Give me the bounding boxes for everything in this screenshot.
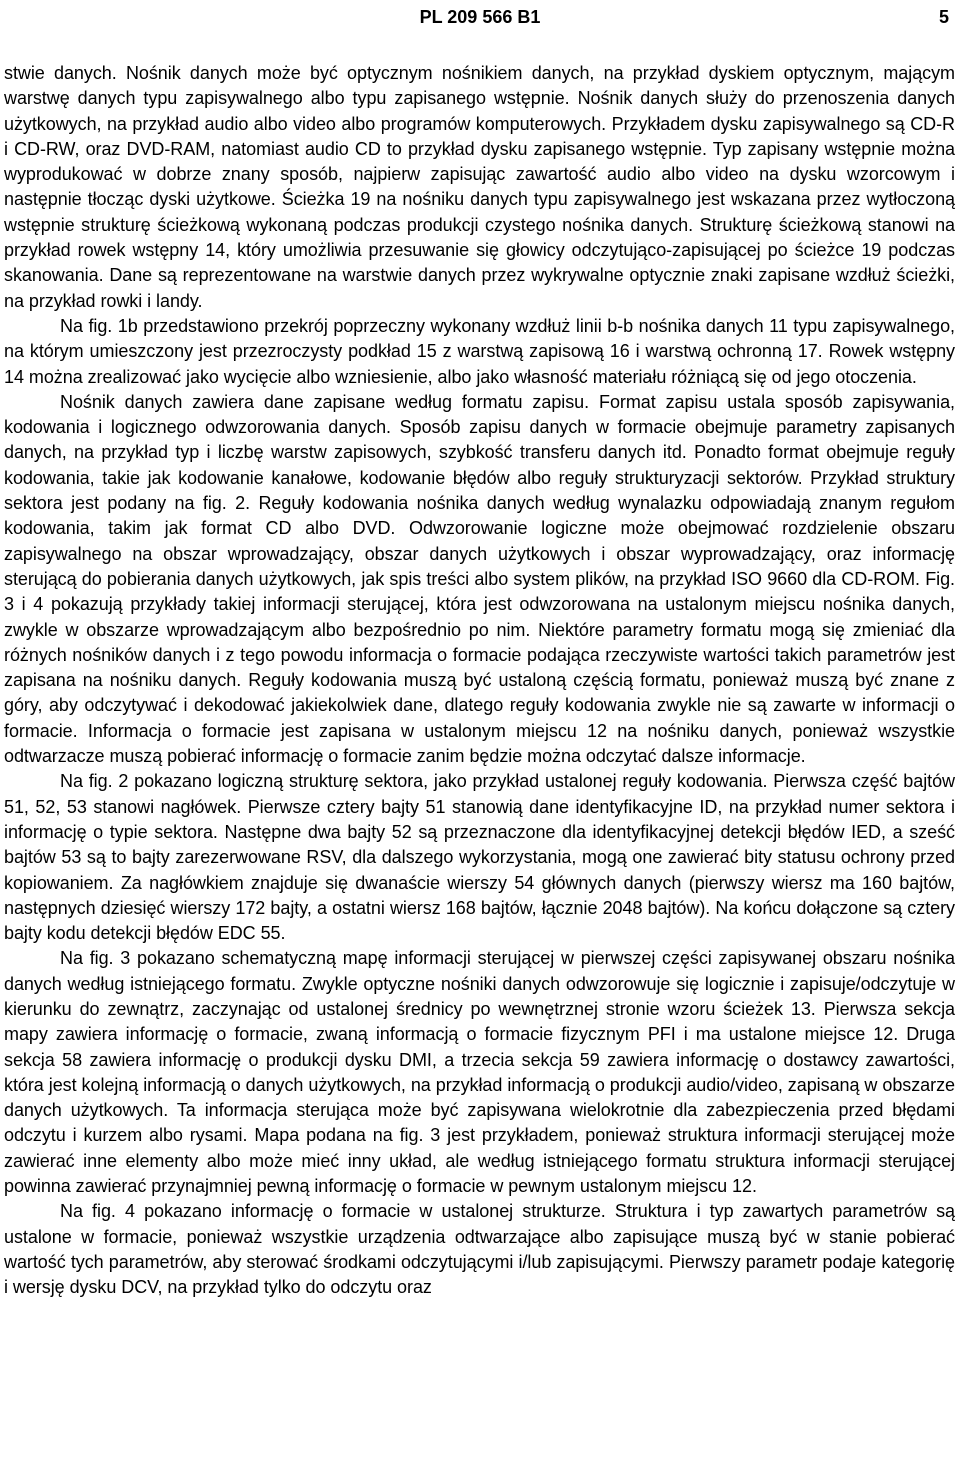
document-body	[4, 61, 955, 1301]
paragraph: Na fig. 1b przedstawiono przekrój poprzeczny wykonany wzdłuż linii b-b nośnika danych 11 typu zapisywalnego, na którym umieszczony jest przezroczysty podkład 15 z warstwą zapisową 16 i warstwą ochronną 17. Rowek wstępny 14 można zrealizować jako wycięcie albo wzniesienie, albo jako własność materiału różniącą się od jego otoczenia.	[4, 315, 955, 387]
paragraph: Na fig. 2 pokazano logiczną strukturę sektora, jako przykład ustalonej reguły kodowania. Pierwsza część bajtów 51, 52, 53 stanowi nagłówek. Pierwsze cztery bajty 51 stanowią dane identyfikacyjne ID, na przykład numer sektora i informację o typie sektora. Następne dwa bajty 52 są przeznaczone dla identyfikacyjnej detekcji błędów IED, a sześć bajtów 53 są to bajty zarezerwowane RSV, dla dalszego wykorzystania, mogą one zawierać bity statusu ochrony przed kopiowaniem. Za nagłówkiem znajduje się dwanaście wierszy 54 głównych danych (pierwszy wiersz ma 160 bajtów, następnych dziesięć wierszy 172 bajty, a ostatni wiersz 168 bajtów, łącznie 2048 bajtów). Na końcu dołączone są cztery bajty kodu detekcji błędów EDC 55.	[4, 771, 955, 944]
paragraph: Nośnik danych zawiera dane zapisane według formatu zapisu. Format zapisu ustala sposób zapisywania, kodowania i logicznego odwzorowania danych. Sposób zapisu danych w formacie obejmuje parametry zapisanych danych, na przykład typ i liczbę warstw zapisowych, szybkość transferu danych itd. Ponadto format obejmuje reguły kodowania, takie jak kodowanie kanałowe, kodowanie błędów albo reguły strukturyzacji sektorów. Przykład struktury sektora jest podany na fig. 2. Reguły kodowania nośnika danych według wynalazku odpowiadają znanym regułom kodowania, takim jak format CD albo DVD. Odwzorowanie logiczne może obejmować rozdzielenie obszaru zapisywalnego na obszar wprowadzający, obszar danych użytkowych i obszar wyprowadzający, oraz informację sterującą do pobierania danych użytkowych, jak spis treści albo system plików, na przykład ISO 9660 dla CD-ROM. Fig. 3 i 4 pokazują przykłady takiej informacji sterującej, która jest odwzorowana na ustalonym miejscu nośnika danych, zwykle w obszarze wprowadzającym albo bezpośrednio po nim. Niektóre parametry formatu mogą się zmieniać dla różnych nośników danych i z tego powodu informacja o formacie podająca rzeczywiste wartości takich parametrów jest zapisana na nośniku danych. Reguły kodowania muszą być ustaloną częścią formatu, ponieważ muszą być znane z góry, aby odczytywać i dekodować jakiekolwiek dane, dlatego reguły kodowania zwykle nie są zawarte w informacji o formacie. Informacja o formacie jest zapisana w ustalonym miejscu 12 na nośniku danych, ponieważ wszystkie odtwarzacze muszą pobierać informację o formacie zanim będzie można odczytać dalsze informacje.	[4, 391, 955, 767]
paragraph: Na fig. 3 pokazano schematyczną mapę informacji sterującej w pierwszej części zapisywanej obszaru nośnika danych według istniejącego formatu. Zwykle optyczne nośniki danych odwzorowuje się logicznie i zapisuje/odczytuje w kierunku do zewnątrz, zaczynając od ustalonej średnicy po wewnętrznej stronie wzoru ścieżek 13. Pierwsza sekcja mapy zawiera informację o formacie, zwaną informacją o formacie fizycznym PFI i ma ustalone miejsce 12. Druga sekcja 58 zawiera informację o produkcji dysku DMI, a trzecia sekcja 59 zawiera informację o dostawcy zawartości, która jest kolejną informacją o danych użytkowych, na przykład informacją o produkcji audio/video, zapisaną w obszarze danych użytkowych. Ta informacja sterująca może być zapisywana wielokrotnie dla zabezpieczenia przed błędami odczytu i kurzem albo rysami. Mapa podana na fig. 3 jest przykładem, ponieważ struktura informacji sterującej może zawierać inne elementy albo może mieć inny układ, ale według istniejącego formatu struktura informacji sterującej powinna zawierać przynajmniej pewną informację o formacie w pewnym ustalonym miejscu 12.	[4, 948, 955, 1197]
page-header	[0, 6, 960, 28]
paragraph: Na fig. 4 pokazano informację o formacie w ustalonej strukturze. Struktura i typ zawartych parametrów są ustalone w formacie, ponieważ wszystkie urządzenia odtwarzające albo zapisujące muszą być w stanie pobierać wartość tych parametrów, aby sterować środkami odczytującymi i/lub zapisującymi. Pierwszy parametr podaje kategorię i wersję dysku DCV, na przykład tylko do odczytu oraz	[4, 1201, 955, 1298]
page-number: 5	[938, 7, 949, 27]
paragraph: stwie danych. Nośnik danych może być optycznym nośnikiem danych, na przykład dyskiem optycznym, mającym warstwę danych typu zapisywalnego albo typu zapisanego wstępnie. Nośnik danych służy do przenoszenia danych użytkowych, na przykład audio albo video albo programów komputerowych. Przykładem dysku zapisywalnego są CD-R i CD-RW, oraz DVD-RAM, natomiast audio CD to przykład dysku zapisanego wstępnie. Typ zapisany wstępnie można wyprodukować w dobrze znany sposób, najpierw zapisując zawartość audio albo video na dysku wzorcowym i następnie tłocząc dyski użytkowe. Ścieżka 19 na nośniku danych typu zapisywalnego jest wskazana przez wytłoczoną wstępnie strukturę ścieżkową wykonaną podczas produkcji czystego nośnika danych. Strukturę ścieżkową stanowi na przykład rowek wstępny 14, który umożliwia przesuwanie się głowicy odczytująco-zapisującej po ścieżce 19 podczas skanowania. Dane są reprezentowane na warstwie danych przez wykrywalne optycznie znaki zapisane wzdłuż ścieżki, na przykład rowki i landy.	[4, 63, 955, 311]
patent-number: PL 209 566 B1	[419, 7, 541, 27]
